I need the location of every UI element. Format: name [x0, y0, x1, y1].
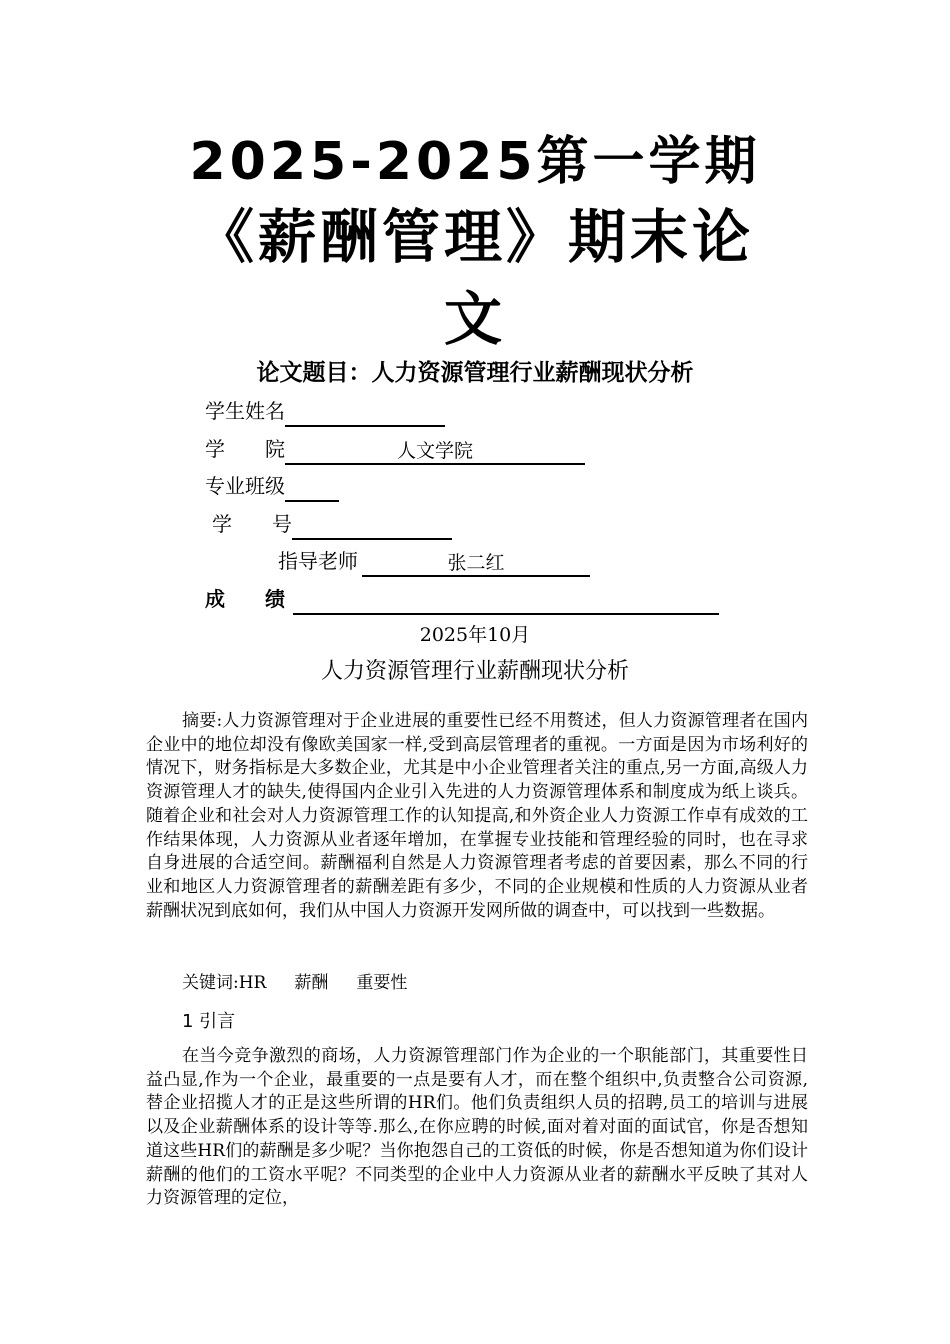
cover-date: 2025年10月: [419, 624, 531, 646]
grade-label: 成 绩: [205, 587, 285, 611]
advisor-label: 指导老师: [278, 549, 358, 573]
cover-title-line-2: 《薪酬管理》期末论: [195, 203, 754, 271]
major-class-field: [205, 471, 339, 502]
student-id-field: [212, 509, 452, 540]
major-class-value: [285, 476, 339, 502]
cover-title-line-1: 2025-2025第一学期: [189, 132, 761, 192]
keyword-2: 薪酬: [294, 973, 329, 993]
article-heading: 人力资源管理行业薪酬现状分析: [320, 659, 629, 684]
keywords-label: 关键词:HR: [182, 973, 267, 993]
intro-paragraph: 在当今竞争激烈的商场，人力资源管理部门作为企业的一个职能部门，其重要性日益凸显,作为一个企业，最重要的一点是要有人才，而在整个组织中,负责整合公司资源,替企业招揽人才的正是这些所谓的HR们。他们负责组织人员的招聘,员工的培训与进展以及企业薪酬体系的设计等等.那么,在你应聘的时候,面对着对面的面试官，你是否想知道这些HR们的薪酬是多少呢？当你抱怨自己的工资低的时候，你是否想知道为你们设计薪酬的他们的工资水平呢？不同类型的企业中人力资源从业者的薪酬水平反映了其对人力资源管理的定位，: [146, 1046, 808, 1209]
student-name-field: [205, 396, 445, 427]
student-id-label: 学 号: [212, 512, 292, 536]
college-value: 人文学院: [285, 439, 585, 465]
section-1-title: 1 引言: [182, 1011, 236, 1032]
student-name-value: [285, 401, 445, 427]
college-field: [205, 434, 585, 465]
abstract-paragraph: 摘要:人力资源管理对于企业进展的重要性已经不用赘述，但人力资源管理者在国内企业中的地位却没有像欧美国家一样,受到高层管理者的重视。一方面是因为市场利好的情况下，财务指标是大多数企业，尤其是中小企业管理者关注的重点,另一方面,高级人力资源管理人才的缺失,使得国内企业引入先进的人力资源管理体系和制度成为纸上谈兵。随着企业和社会对人力资源管理工作的认知提高,和外资企业人力资源工作卓有成效的工作结果体现，人力资源从业者逐年增加，在掌握专业技能和管理经验的同时，也在寻求自身进展的合适空间。薪酬福利自然是人力资源管理者考虑的首要因素，那么不同的行业和地区人力资源管理者的薪酬差距有多少，不同的企业规模和性质的人力资源从业者薪酬状况到底如何，我们从中国人力资源开发网所做的调查中，可以找到一些数据。: [146, 711, 808, 921]
college-label: 学 院: [205, 437, 285, 461]
cover-title-line-3: 文: [443, 285, 506, 353]
student-name-label: 学生姓名: [205, 399, 285, 423]
keyword-3: 重要性: [356, 973, 408, 993]
student-id-value: [292, 514, 452, 540]
grade-field: [205, 584, 719, 615]
thesis-subject: 论文题目：人力资源管理行业薪酬现状分析: [256, 360, 694, 386]
keywords-line: [182, 970, 435, 996]
major-class-label: 专业班级: [205, 474, 285, 498]
advisor-value: 张二红: [362, 551, 590, 577]
advisor-field: [278, 546, 590, 577]
grade-value: [293, 589, 719, 615]
